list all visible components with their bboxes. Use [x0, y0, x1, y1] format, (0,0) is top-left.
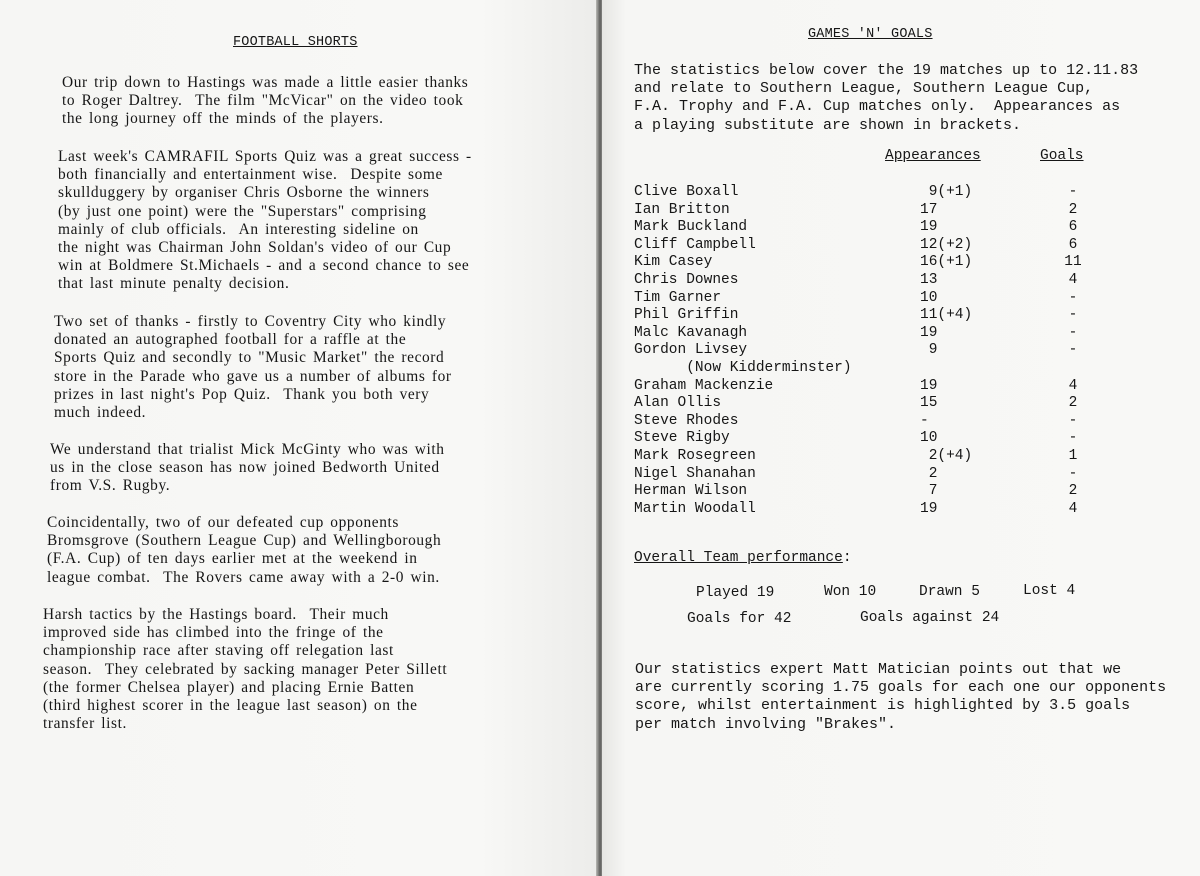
player-goals: 4	[1068, 377, 1078, 394]
paragraph-hastings-board: Harsh tactics by the Hastings board. Their much improved side has climbed into the fringe of the championship race after staving off relegation last season. They celebrated by sacking manager Peter Sillett (the former Chelsea player) and placing Ernie Batten (third highest scorer in the league last season) on the transfer list.	[43, 606, 448, 733]
table-row	[634, 272, 1174, 290]
player-name: Steve Rigby	[634, 430, 730, 447]
player-goals: 2	[1068, 483, 1078, 500]
player-name: Phil Griffin	[634, 307, 739, 324]
left-page	[0, 0, 598, 876]
paragraph-thanks: Two set of thanks - firstly to Coventry City who kindly donated an autographed football for a raffle at the Sports Quiz and secondly to "Music Market" the record store in the Parade who gave us a number of albums for prizes in last night's Pop Quiz. Thank you both very much indeed.	[54, 313, 452, 422]
player-name: (Now Kidderminster)	[634, 360, 852, 376]
player-appearances: 13	[920, 272, 938, 288]
player-appearances: 10	[920, 289, 938, 306]
right-page	[602, 0, 1200, 876]
player-appearances: 2(+4)	[920, 448, 973, 464]
won-count: Won 10	[824, 584, 877, 600]
player-appearances: 16(+1)	[920, 254, 973, 271]
table-row	[634, 413, 1174, 431]
player-name: Herman Wilson	[634, 483, 748, 500]
player-goals: -	[1068, 324, 1078, 341]
page-title: GAMES 'N' GOALS	[808, 27, 933, 42]
table-row	[634, 378, 1174, 396]
player-name: Cliff Campbell	[634, 236, 756, 253]
played-count: Played 19	[696, 585, 775, 601]
goals-header: Goals	[1040, 148, 1084, 164]
table-row	[634, 184, 1174, 202]
table-row	[634, 360, 1174, 378]
player-name: Ian Britton	[634, 201, 730, 218]
player-appearances: 19	[920, 324, 938, 341]
table-row	[634, 237, 1174, 255]
player-appearances: -	[920, 412, 929, 429]
table-row	[634, 202, 1174, 220]
player-appearances: 9	[920, 342, 938, 359]
player-appearances: 19	[920, 377, 938, 394]
paragraph-cup-opponents: Coincidentally, two of our defeated cup opponents Bromsgrove (Southern League Cup) and Wellingborough (F.A. Cup) of ten days earlier met at the weekend in league combat. The Rovers came away with a 2-0 win.	[47, 514, 442, 586]
player-name: Martin Woodall	[634, 500, 756, 517]
table-row	[634, 290, 1174, 308]
player-name: Tim Garner	[634, 289, 722, 306]
appearances-header: Appearances	[885, 148, 981, 164]
player-name: Mark Buckland	[634, 219, 748, 236]
player-appearances: 19	[920, 219, 938, 236]
table-row	[634, 219, 1174, 237]
paragraph-hastings-trip: Our trip down to Hastings was made a little easier thanks to Roger Daltrey. The film "McVicar" on the video took the long journey off the minds of the players.	[62, 74, 469, 128]
player-goals: 6	[1068, 236, 1078, 253]
table-row	[634, 448, 1174, 466]
player-name: Clive Boxall	[634, 184, 739, 200]
player-goals: 11	[1064, 254, 1082, 271]
player-goals: 1	[1068, 448, 1078, 464]
drawn-count: Drawn 5	[919, 584, 980, 600]
player-appearances: 15	[920, 395, 938, 412]
player-goals: -	[1068, 412, 1078, 429]
player-goals: 6	[1068, 219, 1078, 236]
overall-performance-title: Overall Team performance:	[634, 550, 852, 566]
table-row	[634, 395, 1174, 413]
table-row	[634, 325, 1174, 343]
table-row	[634, 430, 1174, 448]
table-row	[634, 483, 1174, 501]
player-goals: -	[1068, 430, 1078, 447]
table-row	[634, 501, 1174, 519]
player-name: Chris Downes	[634, 272, 739, 288]
player-name: Malc Kavanagh	[634, 324, 748, 341]
player-goals: 4	[1068, 272, 1078, 288]
player-appearances: 17	[920, 201, 938, 218]
player-appearances: 11(+4)	[920, 307, 973, 324]
paragraph-trialist: We understand that trialist Mick McGinty who was with us in the close season has now joined Bedworth United from V.S. Rugby.	[50, 441, 445, 495]
player-appearances: 9(+1)	[920, 184, 973, 200]
player-name: Gordon Livsey	[634, 342, 748, 359]
player-goals: -	[1068, 465, 1078, 482]
player-goals: -	[1068, 289, 1078, 306]
goals-against: Goals against 24	[860, 610, 1000, 626]
player-goals: 2	[1068, 201, 1078, 218]
player-appearances: 2	[920, 465, 938, 482]
player-appearances: 10	[920, 430, 938, 447]
table-row	[634, 466, 1174, 484]
goals-for: Goals for 42	[687, 611, 792, 627]
player-goals: -	[1068, 307, 1078, 324]
player-goals: 4	[1068, 500, 1078, 517]
player-name: Steve Rhodes	[634, 412, 739, 429]
paragraph-sports-quiz: Last week's CAMRAFIL Sports Quiz was a great success - both financially and entertainment wise. Despite some skullduggery by organiser Chris Osborne the winners (by just one point) were the "Superstars" comprising mainly of club officials. An interesting sideline on the night was Chairman John Soldan's video of our Cup win at Boldmere St.Michaels - and a second chance to see that last minute penalty decision.	[58, 148, 472, 293]
player-goals: 2	[1068, 395, 1078, 412]
player-goals: -	[1068, 342, 1078, 359]
lost-count: Lost 4	[1023, 583, 1076, 599]
table-row	[634, 254, 1174, 272]
player-goals: -	[1068, 184, 1078, 200]
player-name: Nigel Shanahan	[634, 465, 756, 482]
player-appearances: 19	[920, 500, 938, 517]
table-row	[634, 342, 1174, 360]
table-row	[634, 307, 1174, 325]
player-name: Kim Casey	[634, 254, 713, 271]
intro-paragraph: The statistics below cover the 19 matches up to 12.11.83 and relate to Southern League, Southern League Cup, F.A. Trophy and F.A. Cup matches only. Appearances as a playing substitute are shown in brackets.	[634, 62, 1139, 134]
player-appearances: 12(+2)	[920, 236, 973, 253]
page-title: FOOTBALL SHORTS	[233, 35, 358, 50]
player-appearances: 7	[920, 483, 938, 500]
player-name: Graham Mackenzie	[634, 377, 774, 394]
footer-paragraph: Our statistics expert Matt Matician points out that we are currently scoring 1.75 goals for each one our opponents score, whilst entertainment is highlighted by 3.5 goals per match involving "Brakes".	[635, 661, 1167, 733]
player-name: Mark Rosegreen	[634, 448, 756, 464]
player-name: Alan Ollis	[634, 395, 722, 412]
